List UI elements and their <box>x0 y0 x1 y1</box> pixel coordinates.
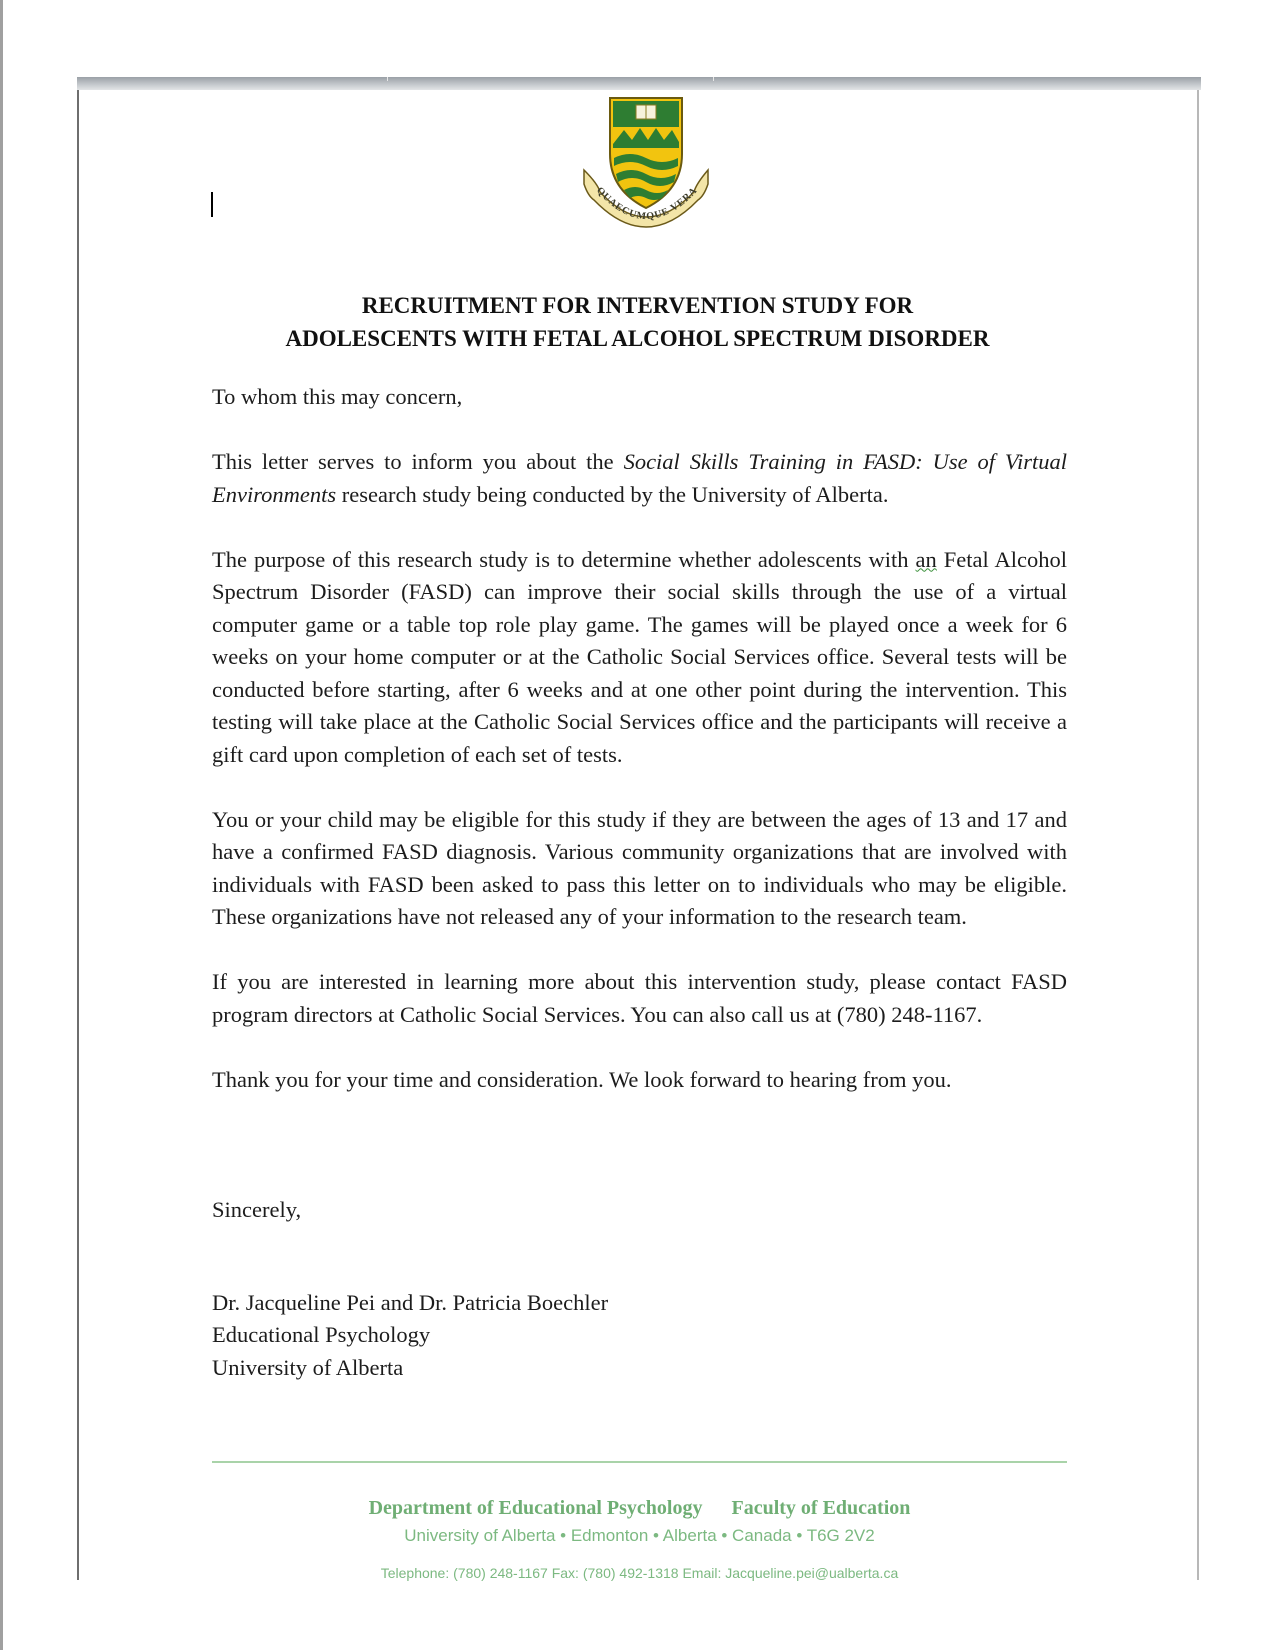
closing: Sincerely, <box>212 1197 302 1222</box>
salutation: To whom this may concern, <box>212 384 463 409</box>
signer-names: Dr. Jacqueline Pei and Dr. Patricia Boechler <box>212 1289 609 1315</box>
title-line-2: ADOLESCENTS WITH FETAL ALCOHOL SPECTRUM DISORDER <box>285 326 990 351</box>
study-name: Social Skills Training in FASD: Use of Virtual Environments <box>212 449 1067 507</box>
paragraph-eligibility: You or your child may be eligible for this study if they are between the ages of 13 and 17 and have a confirmed FASD diagnosis. Various community organizations that are involved with individuals with FASD been asked to pass this letter on to individuals who may be eligible. These organizations have not released any of your information to the research team. <box>212 806 1067 929</box>
motto-text: QUAECUMQUE VERA <box>594 185 700 223</box>
footer-divider <box>212 1461 1067 1463</box>
ruler-tick <box>713 77 714 81</box>
paragraph-study-intro: This letter serves to inform you about the Social Skills Training in FASD: Use of Virtual Environments research study being conducted by the University of Alberta. <box>212 449 1067 507</box>
title-line-1: RECRUITMENT FOR INTERVENTION STUDY FOR <box>361 293 914 318</box>
letter-title <box>210 289 1065 355</box>
letter-body <box>212 381 1067 1384</box>
paragraph-purpose: The purpose of this research study is to determine whether adolescents with an Fetal Alcohol Spectrum Disorder (FASD) can improve their social skills through the use of a virtual computer game or a table top role play game. The games will be played once a week for 6 weeks on your home computer or at the Catholic Social Services office. Several tests will be conducted before starting, after 6 weeks and at one other point during the intervention. This testing will take place at the Catholic Social Services office and the participants will receive a gift card upon completion of each set of tests. <box>212 546 1067 767</box>
university-crest-logo <box>580 92 712 244</box>
text-cursor <box>211 192 213 217</box>
signer-department: Educational Psychology <box>212 1322 431 1347</box>
footer-contact: Telephone: (780) 248-1167 Fax: (780) 492-1318 Email: Jacqueline.pei@ualberta.ca <box>380 1565 899 1581</box>
footer-address: University of Alberta • Edmonton • Alberta • Canada • T6G 2V2 <box>404 1526 875 1545</box>
paragraph-contact: If you are interested in learning more about this intervention study, please contact FASD program directors at Catholic Social Services. You can also call us at (780) 248-1167. <box>212 969 1067 1027</box>
footer-department: Department of Educational Psychology <box>368 1497 703 1519</box>
footer-faculty: Faculty of Education <box>731 1497 911 1519</box>
paragraph-thanks: Thank you for your time and consideration. We look forward to hearing from you. <box>212 1066 952 1092</box>
footer-letterhead <box>212 1497 1067 1520</box>
window-left-border <box>0 0 3 1650</box>
ruler-tick <box>387 77 388 81</box>
grammar-flag[interactable]: an <box>915 546 937 572</box>
page-top-shadow <box>77 77 1201 90</box>
signer-university: University of Alberta <box>212 1354 404 1380</box>
